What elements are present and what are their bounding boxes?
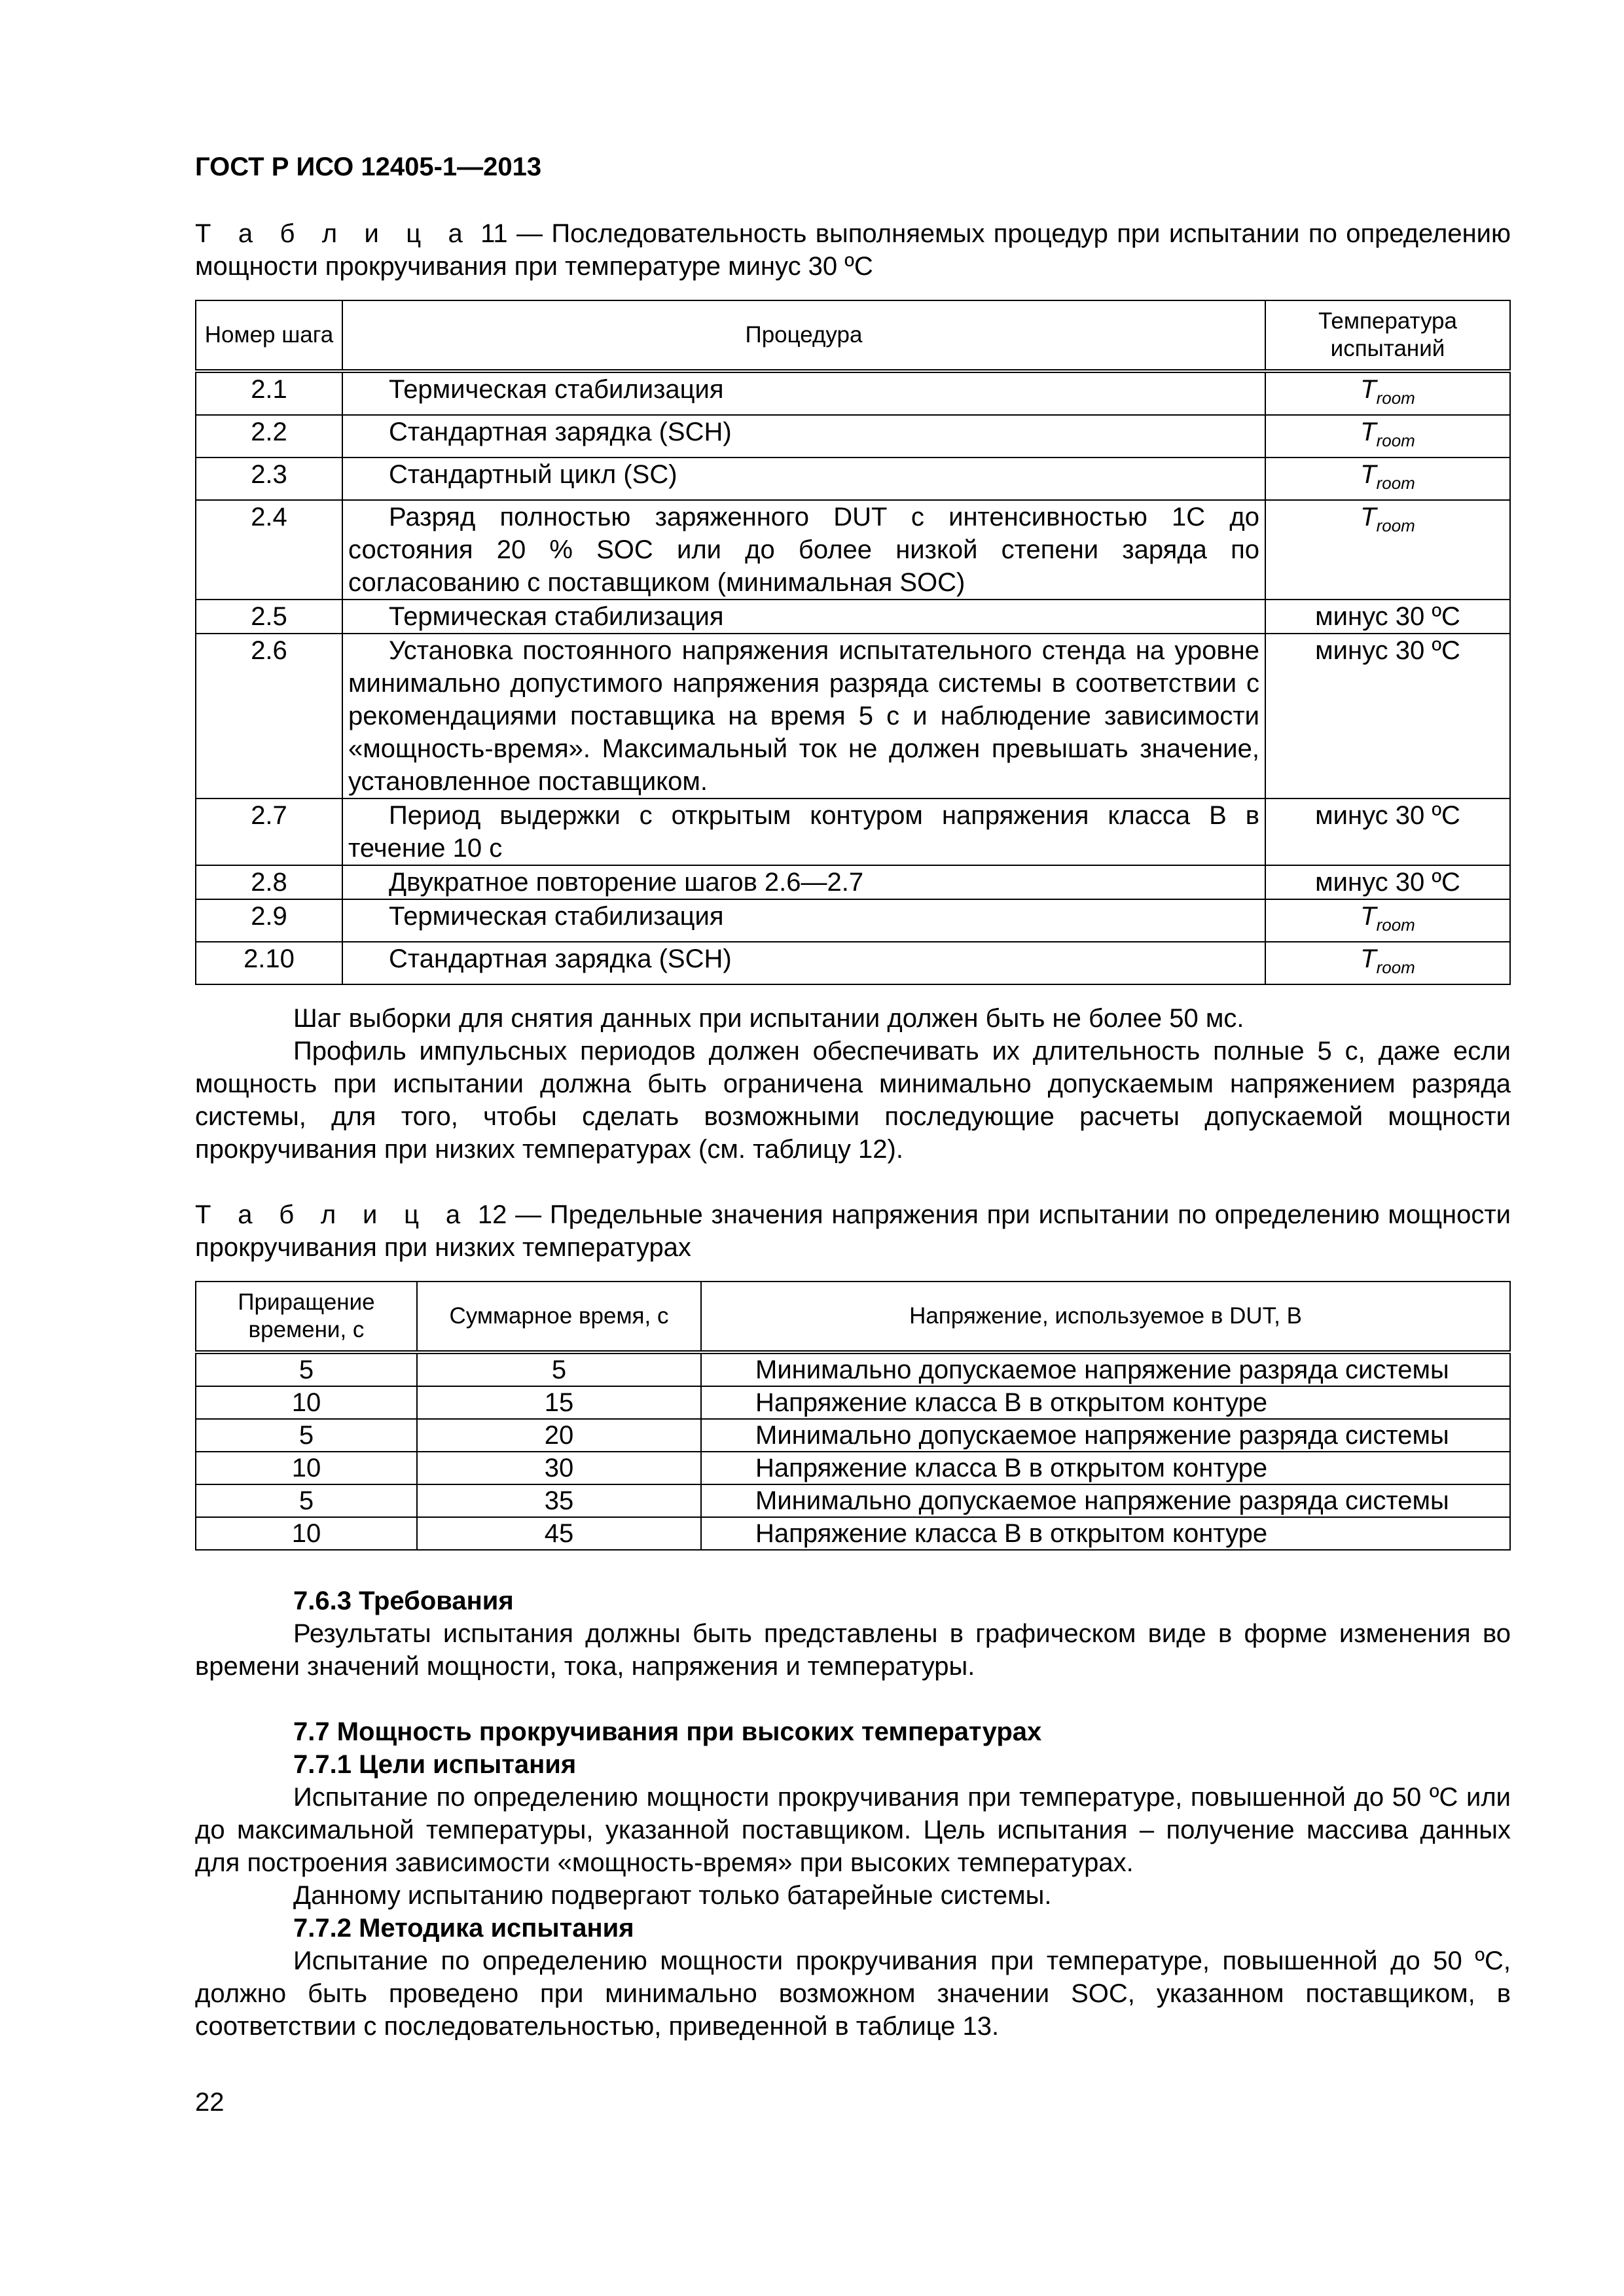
table12-voltage: Напряжение класса В в открытом контуре	[701, 1517, 1510, 1550]
table-11	[195, 300, 1511, 985]
table11-procedure: Стандартная зарядка (SCH)	[342, 415, 1265, 457]
section-771-heading: 7.7.1 Цели испытания	[293, 1750, 577, 1779]
table11-header-procedure: Процедура	[342, 300, 1265, 371]
table12-increment: 5	[196, 1484, 417, 1517]
table12-total-time: 20	[417, 1419, 701, 1452]
table11-procedure: Стандартная зарядка (SCH)	[342, 942, 1265, 984]
section-763-heading: 7.6.3 Требования	[293, 1587, 514, 1615]
table11-temperature-subscript: room	[1376, 388, 1415, 408]
table12-total-time: 45	[417, 1517, 701, 1550]
table11-temperature	[1265, 899, 1510, 942]
table12-increment: 10	[196, 1386, 417, 1419]
table11-temperature	[1265, 942, 1510, 984]
table12-body	[196, 1352, 1510, 1550]
table11-row	[196, 457, 1510, 500]
table12-voltage: Минимально допускаемое напряжение разряда системы	[701, 1419, 1510, 1452]
paragraph-sampling: Шаг выборки для снятия данных при испытании должен быть не более 50 мс.	[293, 1004, 1244, 1033]
table11-temperature	[1265, 415, 1510, 457]
table11-row	[196, 634, 1510, 798]
table11-procedure: Установка постоянного напряжения испытательного стенда на уровне минимально допустимого напряжения разряда системы в соответствии с рекомендациями поставщика на время 5 с и наблюдение зависимости «мощность-время». Максимальный ток не должен превышать значение, установленное поставщиком.	[342, 634, 1265, 798]
table12-increment: 5	[196, 1352, 417, 1386]
table12-row	[196, 1352, 1510, 1386]
table11-temperature-value: минус 30 ºС	[1315, 868, 1460, 897]
table12-header-increment: Приращение времени, с	[196, 1282, 417, 1352]
table11-header-temperature: Температура испытаний	[1265, 300, 1510, 371]
table12-total-time: 30	[417, 1452, 701, 1484]
table11-row	[196, 798, 1510, 865]
table11-step-number: 2.1	[196, 371, 342, 415]
table12-caption-text: 12 — Предельные значения напряжения при испытании по определению мощности прокручивания при низких температурах	[195, 1200, 1511, 1262]
table11-step-number: 2.9	[196, 899, 342, 942]
section-771-p1: Испытание по определению мощности прокручивания при температуре, повышенной до 50 ºС или до максимальной температуры, указанной поставщиком. Цель испытания – получение массива данных для построения зависимости «мощность-время» при высоких температурах.	[195, 1783, 1511, 1877]
document-page	[195, 151, 1511, 2043]
table11-procedure: Термическая стабилизация	[342, 899, 1265, 942]
table12-row	[196, 1484, 1510, 1517]
table11-row	[196, 899, 1510, 942]
table12-header-voltage: Напряжение, используемое в DUT, В	[701, 1282, 1510, 1352]
table11-row	[196, 600, 1510, 634]
table12-voltage: Напряжение класса В в открытом контуре	[701, 1386, 1510, 1419]
table11-procedure: Разряд полностью заряженного DUT с интенсивностью 1С до состояния 20 % SOC или до более низкой степени заряда по согласованию с поставщиком (минимальная SOC)	[342, 500, 1265, 600]
table11-procedure: Двукратное повторение шагов 2.6—2.7	[342, 865, 1265, 899]
table11-step-number: 2.8	[196, 865, 342, 899]
section-77-heading: 7.7 Мощность прокручивания при высоких температурах	[293, 1717, 1042, 1746]
table11-temperature	[1265, 634, 1510, 798]
table11-header-step: Номер шага	[196, 300, 342, 371]
table11-temperature-subscript: room	[1376, 915, 1415, 935]
table11-temperature-value: минус 30 ºС	[1315, 801, 1460, 830]
table11-step-number: 2.7	[196, 798, 342, 865]
table11-procedure: Период выдержки с открытым контуром напряжения класса В в течение 10 с	[342, 798, 1265, 865]
table11-temperature	[1265, 600, 1510, 634]
paragraph-pulse-profile: Профиль импульсных периодов должен обеспечивать их длительность полные 5 с, даже если мощность при испытании должна быть ограничена минимально допускаемым напряжением разряда системы, для того, чтобы сделать возможными последующие расчеты допускаемой мощности прокручивания при низких температурах (см. таблицу 12).	[195, 1037, 1511, 1164]
table12-row	[196, 1517, 1510, 1550]
table11-row	[196, 942, 1510, 984]
document-header: ГОСТ Р ИСО 12405-1—2013	[195, 152, 542, 181]
table12-increment: 5	[196, 1419, 417, 1452]
table11-row	[196, 371, 1510, 415]
table12-total-time: 35	[417, 1484, 701, 1517]
table12-total-time: 5	[417, 1352, 701, 1386]
table11-step-number: 2.10	[196, 942, 342, 984]
table11-row	[196, 500, 1510, 600]
table11-row	[196, 415, 1510, 457]
table11-caption-label: Т а б л и ц а	[195, 219, 472, 248]
table11-temperature-value: T	[1360, 944, 1377, 973]
table11-body	[196, 371, 1510, 984]
table11-procedure: Термическая стабилизация	[342, 371, 1265, 415]
table11-temperature-subscript: room	[1376, 473, 1415, 493]
table11-temperature	[1265, 371, 1510, 415]
page-number: 22	[195, 2088, 225, 2117]
table12-voltage: Минимально допускаемое напряжение разряда системы	[701, 1484, 1510, 1517]
table12-caption-label: Т а б л и ц а	[195, 1200, 470, 1229]
table11-procedure: Стандартный цикл (SC)	[342, 457, 1265, 500]
table11-step-number: 2.2	[196, 415, 342, 457]
table-12	[195, 1281, 1511, 1551]
table11-temperature-value: T	[1360, 503, 1377, 531]
table11-caption-text: 11 — Последовательность выполняемых процедур при испытании по определению мощности прокручивания при температуре минус 30 ºС	[195, 219, 1511, 281]
table12-row	[196, 1419, 1510, 1452]
table11-temperature-value: минус 30 ºС	[1315, 602, 1460, 631]
table11-step-number: 2.6	[196, 634, 342, 798]
table11-temperature-subscript: room	[1376, 958, 1415, 977]
table11-temperature-value: T	[1360, 460, 1377, 489]
table12-row	[196, 1452, 1510, 1484]
table11-procedure: Термическая стабилизация	[342, 600, 1265, 634]
table11-step-number: 2.3	[196, 457, 342, 500]
table11-temperature	[1265, 500, 1510, 600]
table11-temperature-value: T	[1360, 375, 1377, 404]
table11-temperature-subscript: room	[1376, 516, 1415, 535]
table11-temperature-value: T	[1360, 902, 1377, 931]
table12-caption	[195, 1198, 1511, 1264]
table11-step-number: 2.5	[196, 600, 342, 634]
table12-increment: 10	[196, 1517, 417, 1550]
table12-row	[196, 1386, 1510, 1419]
table11-step-number: 2.4	[196, 500, 342, 600]
table11-temperature	[1265, 457, 1510, 500]
table12-voltage: Минимально допускаемое напряжение разряда системы	[701, 1352, 1510, 1386]
table11-temperature-subscript: room	[1376, 431, 1415, 450]
section-771-p2: Данному испытанию подвергают только батарейные системы.	[293, 1881, 1052, 1910]
section-763-text: Результаты испытания должны быть представлены в графическом виде в форме изменения во времени значений мощности, тока, напряжения и температуры.	[195, 1619, 1511, 1681]
table11-temperature-value: минус 30 ºС	[1315, 636, 1460, 665]
table11-row	[196, 865, 1510, 899]
table11-temperature-value: T	[1360, 418, 1377, 446]
table11-temperature	[1265, 865, 1510, 899]
table12-increment: 10	[196, 1452, 417, 1484]
table12-voltage: Напряжение класса В в открытом контуре	[701, 1452, 1510, 1484]
table11-temperature	[1265, 798, 1510, 865]
table11-caption	[195, 217, 1511, 283]
table12-total-time: 15	[417, 1386, 701, 1419]
table12-header-total: Суммарное время, с	[417, 1282, 701, 1352]
section-772-heading: 7.7.2 Методика испытания	[293, 1914, 634, 1943]
section-772-p1: Испытание по определению мощности прокручивания при температуре, повышенной до 50 ºС, должно быть проведено при минимально возможном значении SOC, указанном поставщиком, в соответствии с последовательностью, приведенной в таблице 13.	[195, 1946, 1511, 2041]
